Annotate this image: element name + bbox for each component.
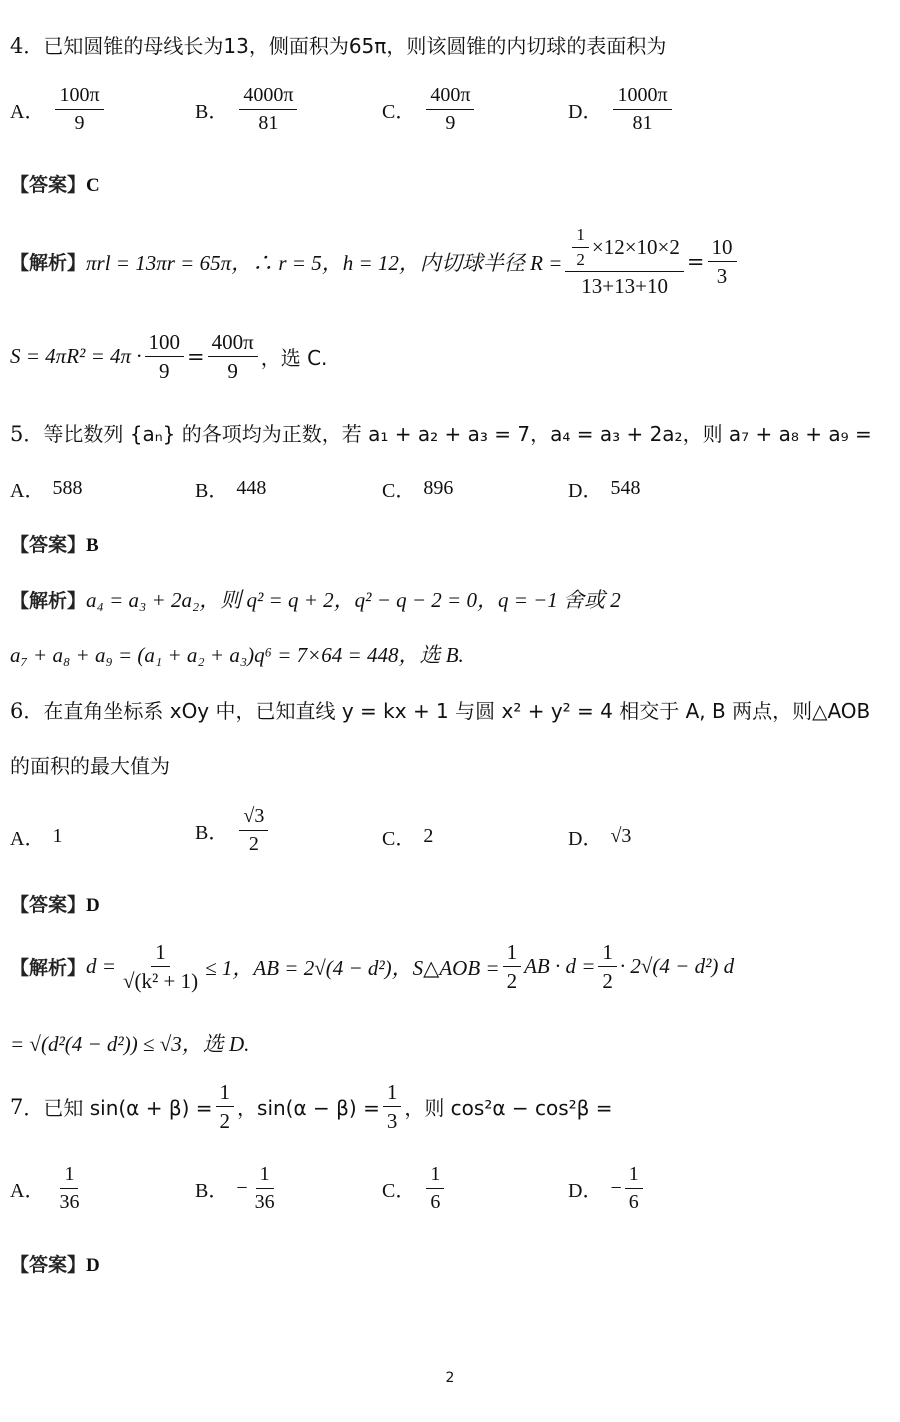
q6-option-c: C． 2 xyxy=(382,825,434,850)
q4-analysis-line2: S = 4πR² = 4π · $\frac{100}{9}$ = $\frac{400\pi}{9}$ ，选 C. xyxy=(10,330,328,384)
q5-analysis-line1: 【解析】a₄ = a₃ + 2a₂，则 q² = q + 2，q² − q − 2 = 0，q = −1 舍或 2 xyxy=(10,588,621,612)
q6-option-b: B． $\frac{√3}{2}$ xyxy=(195,805,271,856)
q6-stem-line2: 的面积的最大值为 xyxy=(10,754,170,778)
q4-option-b: B． $\frac{4000\pi}{81}$ xyxy=(195,84,300,135)
q7-answer: 【答案】D xyxy=(10,1254,100,1276)
q6-stem-line1: 6．在直角坐标系 xOy 中，已知直线 y = kx + 1 与圆 x² + y² = 4 相交于 A, B 两点，则△AOB xyxy=(10,699,871,723)
q5-option-d: D． 548 xyxy=(568,477,641,502)
q7-option-c: C． $\frac{1}{6}$ xyxy=(382,1163,447,1214)
q7-number: 7 xyxy=(10,1094,24,1119)
q4-number: 4 xyxy=(10,34,24,58)
q4-option-d: D． $\frac{1000\pi}{81}$ xyxy=(568,84,675,135)
q7-option-a: A． $\frac{1}{36}$ xyxy=(10,1163,80,1213)
q5-number: 5 xyxy=(10,422,24,446)
q7-option-d: D． − $\frac{1}{6}$ xyxy=(568,1163,646,1214)
q5-option-c: C． 896 xyxy=(382,477,454,502)
q5-stem xyxy=(10,418,890,447)
q5-stem-text: ．等比数列 {aₙ} 的各项均为正数，若 a₁ + a₂ + a₃ = 7，a₄ = a₃ + 2a₂，则 a₇ + a₈ + a₉ = xyxy=(23,422,872,446)
q6-option-d: D． √3 xyxy=(568,825,632,850)
q6-option-a: A． 1 xyxy=(10,825,63,850)
q4-option-a: A． $\frac{100\pi}{9}$ xyxy=(10,84,107,135)
q4-answer: 【答案】C xyxy=(10,174,100,196)
q7-option-b: B． − $\frac{1}{36}$ xyxy=(195,1163,275,1213)
q5-analysis-line2: a₇ + a₈ + a₉ = (a₁ + a₂ + a₃)q⁶ = 7×64 = 448，选 B. xyxy=(10,643,464,667)
page-number: 2 xyxy=(445,1370,455,1386)
q4-stem xyxy=(10,30,890,59)
q7-stem: 7 ．已知 sin(α + β) = $\frac{1}{2}$ ，sin(α − β) = $\frac{1}{3}$ ，则 cos²α − cos²β = xyxy=(10,1080,613,1134)
q4-analysis-line1: 【解析】 πrl = 13πr = 65π，∴ r = 5，h = 12，内切球半径 R = $\frac{1}{2}$ ×12×10×2 13+13+10 = $\frac{10}{3}$ xyxy=(10,225,890,298)
q6-analysis-line2: = √(d²(4 − d²)) ≤ √3，选 D. xyxy=(10,1032,250,1056)
q6-number: 6 xyxy=(10,699,24,723)
q4-stem-text: ．已知圆锥的母线长为13，侧面积为65π，则该圆锥的内切球的表面积为 xyxy=(23,34,667,58)
q6-analysis-line1: 【解析】 d = $\frac{1}{\text{√(k² + 1)}}$ ≤ 1，AB = 2√(4 − d²)，S△AOB = $\frac{1}{2}$ AB · d = $\frac{1}{2}$ · 2√(4 − d²) d xyxy=(10,940,735,994)
q6-answer: 【答案】D xyxy=(10,894,100,916)
q4-option-c: C． $\frac{400\pi}{9}$ xyxy=(382,84,477,135)
q5-option-a: A． 588 xyxy=(10,477,83,502)
q5-option-b: B． 448 xyxy=(195,477,267,502)
q5-answer: 【答案】B xyxy=(10,534,99,556)
